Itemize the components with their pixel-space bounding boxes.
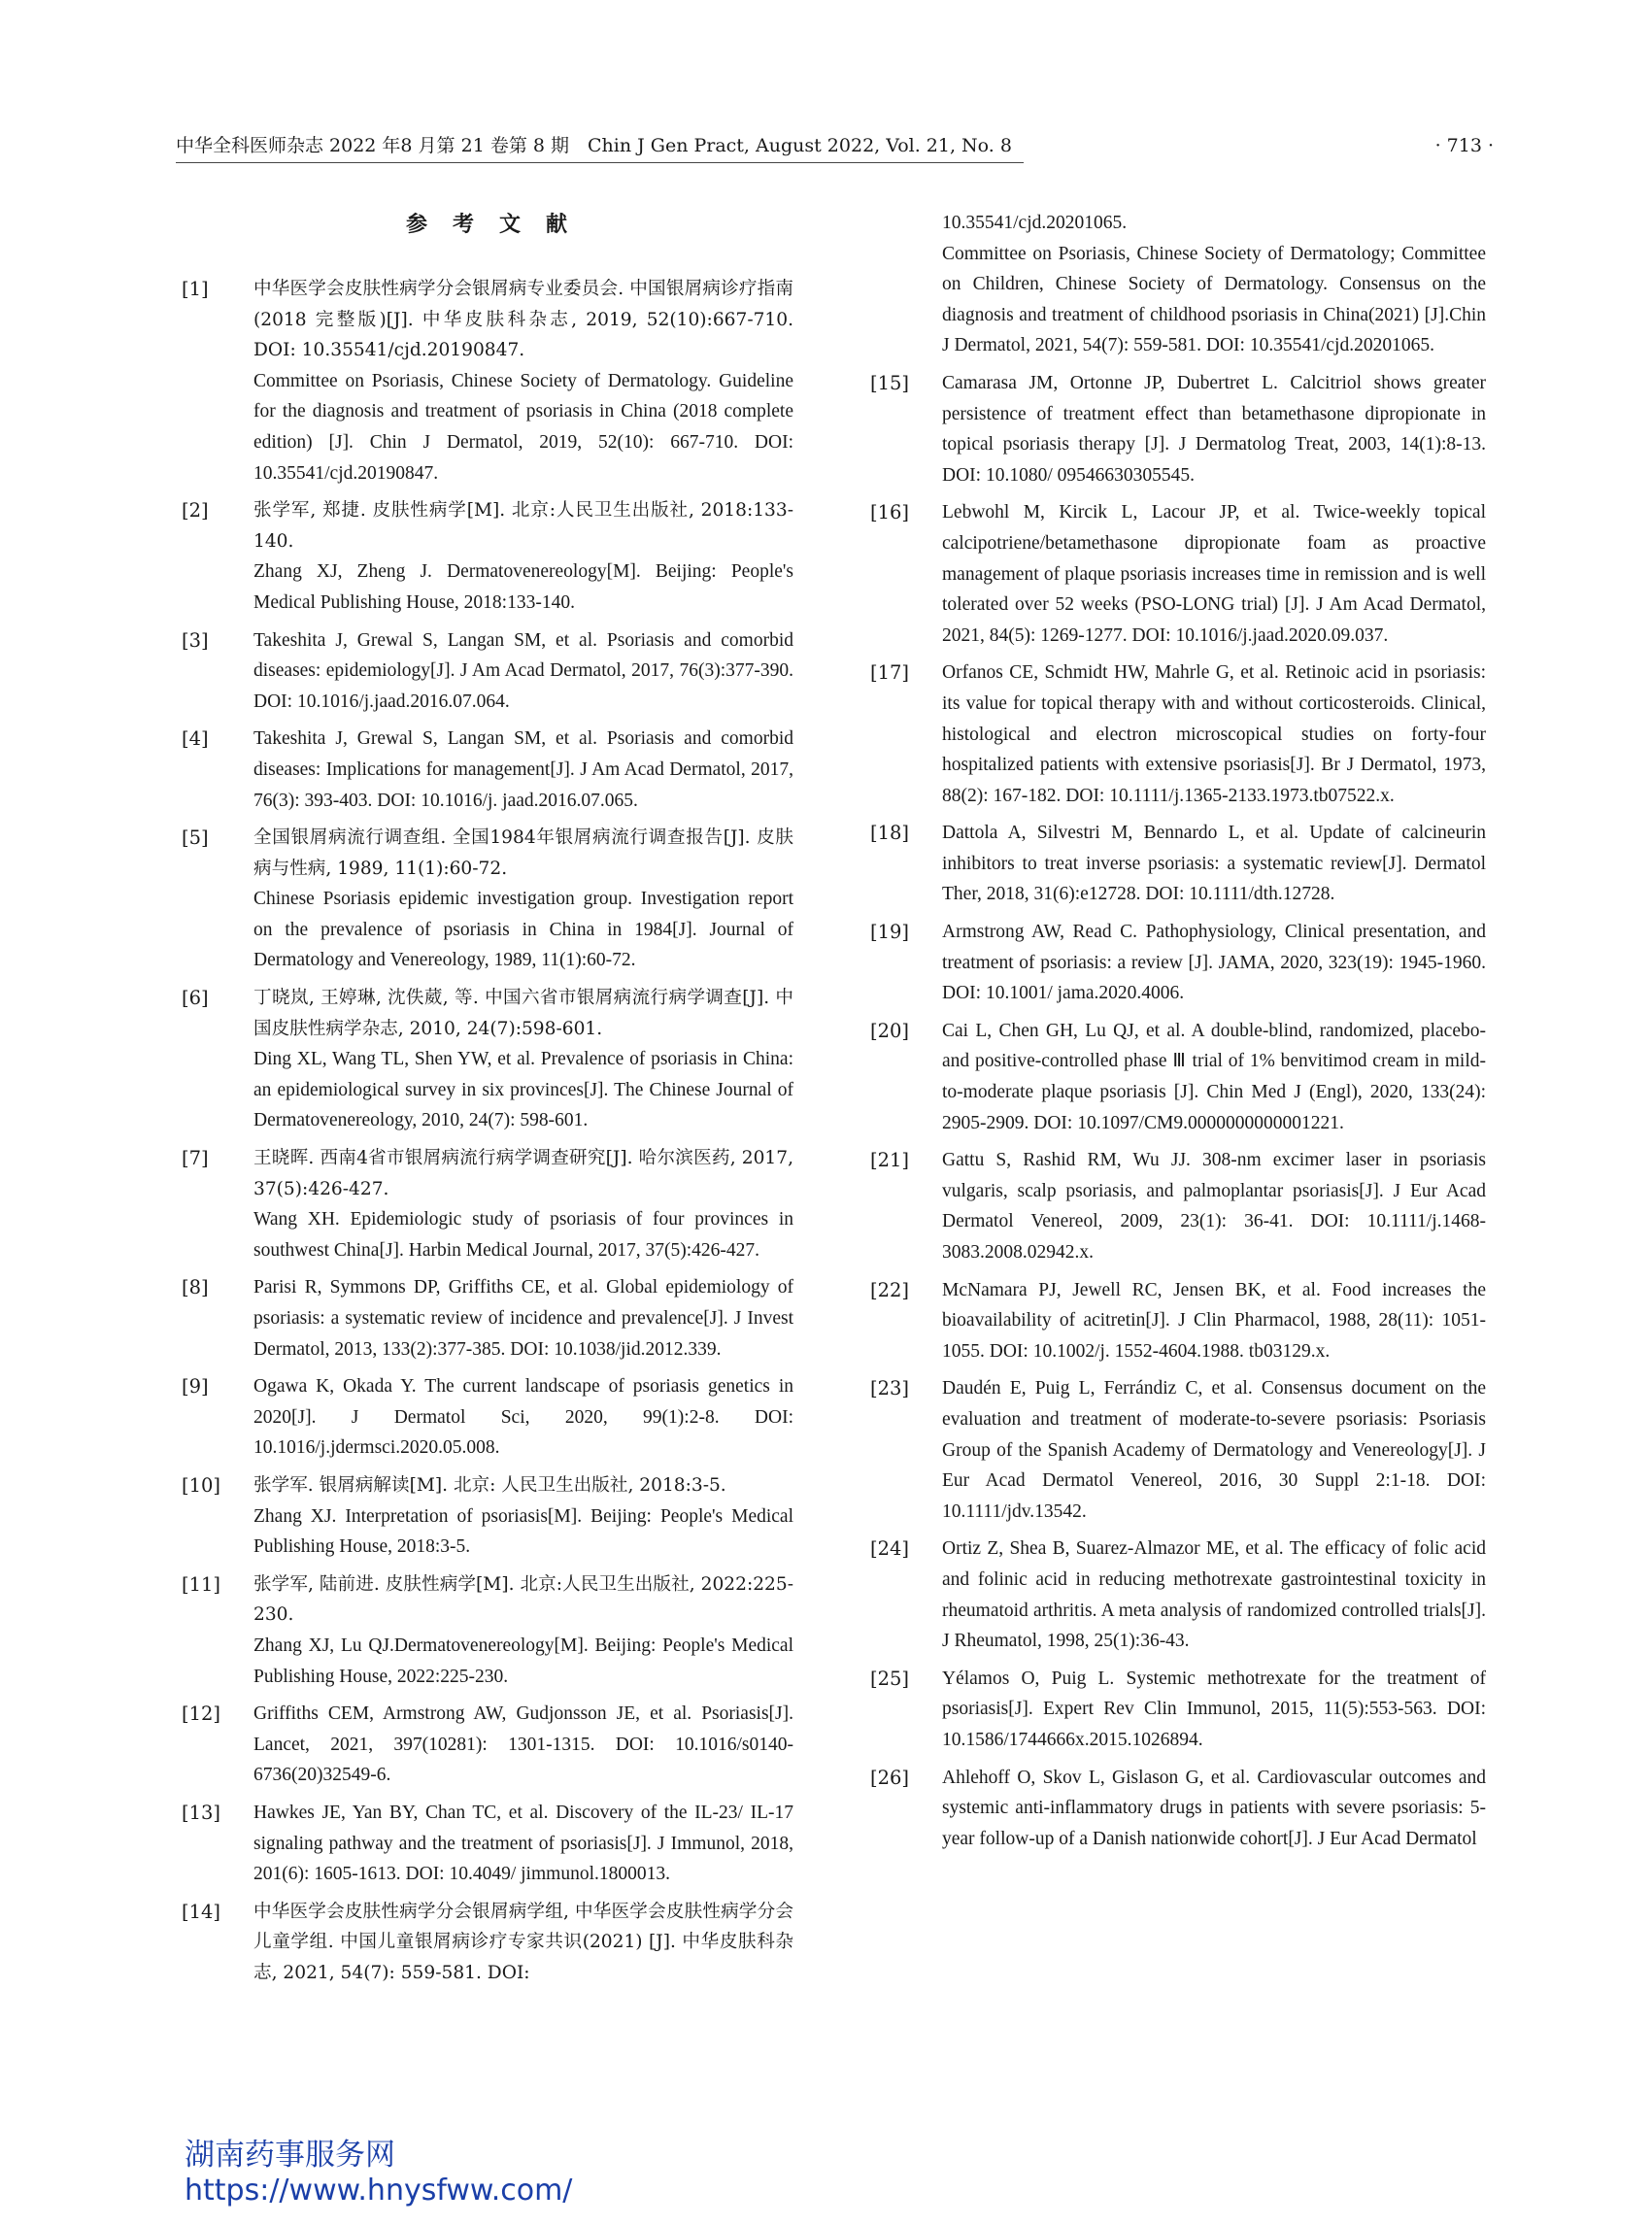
reference-number: [17] [870,661,910,685]
reference-text-chinese: 中华医学会皮肤性病学分会银屑病专业委员会. 中国银屑病诊疗指南(2018 完整版)[J]. 中华皮肤科杂志, 2019, 52(10):667-710. DOI: 10.35541/cjd.20190847. [253,279,793,361]
reference-text-english: Ding XL, Wang TL, Shen YW, et al. Prevalence of psoriasis in China: an epidemiological survey in six provinces[J]. The Chinese Journal of Dermatovenereology, 2010, 24(7): 598-601. [253,1049,793,1131]
continuation-line: Committee on Psoriasis, Chinese Society of Dermatology; Committee on Children, Chinese Society of Dermatology. Consensus on the diagnosis and treatment of childhood psoriasis in China(2021) [J].Chin J Dermatol, 2021, 54(7): 559-581. DOI: 10.35541/cjd.20201065. [942,243,1486,356]
reference-item [182,1470,793,1563]
reference-text-english: Zhang XJ. Interpretation of psoriasis[M]. Beijing: People's Medical Publishing House, 2018:3-5. [253,1505,793,1558]
reference-item [870,1763,1486,1855]
reference-number: [5] [182,826,209,850]
reference-text-english: Griffiths CEM, Armstrong AW, Gudjonsson JE, et al. Psoriasis[J]. Lancet, 2021, 397(10281): 1301-1315. DOI: 10.1016/s0140-6736(20)32549-6. [253,1703,793,1786]
reference-text-chinese: 全国银屑病流行调查组. 全国1984年银屑病流行调查报告[J]. 皮肤病与性病, 1989, 11(1):60-72. [253,827,793,879]
reference-text-english: Ortiz Z, Shea B, Suarez-Almazor ME, et al. The efficacy of folic acid and folinic acid in reducing methotrexate gastrointestinal toxicity in rheumatoid arthritis. A meta analysis of randomized controlled trials[J]. J Rheumatol, 1998, 25(1):36-43. [942,1538,1486,1652]
reference-text-chinese: 张学军, 陆前进. 皮肤性病学[M]. 北京:人民卫生出版社, 2022:225-230. [253,1573,793,1626]
reference-number: [25] [870,1667,910,1690]
reference-item [870,657,1486,811]
references-heading: 参考文献 [405,212,592,237]
reference-number: [24] [870,1537,910,1561]
journal-citation-line: 中华全科医师杂志 2022 年8 月第 21 卷第 8 期 Chin J Gen Pract, August 2022, Vol. 21, No. 8 [176,135,1012,156]
reference-14-continuation [870,208,1486,361]
reference-text-chinese: 中华医学会皮肤性病学分会银屑病学组, 中华医学会皮肤性病学分会儿童学组. 中国儿童银屑病诊疗专家共识(2021) [J]. 中华皮肤科杂志, 2021, 54(7): 559-581. DOI: [253,1901,793,1983]
reference-text-english: Ogawa K, Okada Y. The current landscape of psoriasis genetics in 2020[J]. J Dermatol Sci, 2020, 99(1):2-8. DOI: 10.1016/j.jdermsci.2020.05.008. [253,1376,793,1459]
reference-item [870,368,1486,490]
reference-text-english: Hawkes JE, Yan BY, Chan TC, et al. Discovery of the IL-23/ IL-17 signaling pathway and the treatment of psoriasis[J]. J Immunol, 2018, 201(6): 1605-1613. DOI: 10.4049/ jimmunol.1800013. [253,1802,793,1885]
reference-text-english: Committee on Psoriasis, Chinese Society of Dermatology. Guideline for the diagnosis and treatment of psoriasis in China (2018 complete edition) [J]. Chin J Dermatol, 2019, 52(10): 667-710. DOI: 10.35541/cjd.20190847. [253,370,793,484]
reference-text-english: Camarasa JM, Ortonne JP, Dubertret L. Calcitriol shows greater persistence of treatment effect than betamethasone dipropionate in topical psoriasis therapy [J]. J Dermatolog Treat, 2003, 14(1):8-13. DOI: 10.1080/ 09546630305545. [942,372,1486,486]
reference-text-english: Daudén E, Puig L, Ferrándiz C, et al. Consensus document on the evaluation and treatment of moderate-to-severe psoriasis: Psoriasis Group of the Spanish Academy of Dermatology and Venereology[J]. J Eur Acad Dermatol Venereol, 2016, 30 Suppl 2:1-18. DOI: 10.1111/jdv.13542. [942,1378,1486,1522]
site-watermark [185,2137,572,2208]
reference-item [182,724,793,816]
reference-number: [19] [870,921,910,944]
reference-text-english: Chinese Psoriasis epidemic investigation group. Investigation report on the prevalence of psoriasis in China in 1984[J]. Journal of Dermatology and Venereology, 1989, 11(1):60-72. [253,889,793,971]
reference-text-english: Zhang XJ, Lu QJ.Dermatovenereology[M]. Beijing: People's Medical Publishing House, 2022:225-230. [253,1635,793,1687]
reference-text-chinese: 王晓晖. 西南4省市银屑病流行病学调查研究[J]. 哈尔滨医药, 2017, 37(5):426-427. [253,1148,793,1199]
reference-item [182,625,793,718]
reference-number: [4] [182,727,209,751]
reference-item [182,1143,793,1265]
reference-number: [26] [870,1766,910,1789]
reference-number: [14] [182,1900,221,1923]
reference-number: [18] [870,822,910,845]
reference-number: [13] [182,1801,221,1824]
reference-item [870,1534,1486,1656]
reference-number: [22] [870,1278,910,1301]
reference-number: [15] [870,371,910,394]
reference-item [870,497,1486,651]
reference-number: [11] [182,1572,221,1596]
reference-text-english: Parisi R, Symmons DP, Griffiths CE, et al. Global epidemiology of psoriasis: a systematic review of incidence and prevalence[J]. J Invest Dermatol, 2013, 133(2):377-385. DOI: 10.1038/jid.2012.339. [253,1277,793,1360]
reference-item [182,1699,793,1791]
right-column [870,208,1486,1861]
reference-list-left [182,274,793,1988]
reference-number: [2] [182,499,209,523]
running-header [176,132,1494,161]
reference-number: [20] [870,1019,910,1042]
reference-text-english: Takeshita J, Grewal S, Langan SM, et al. Psoriasis and comorbid diseases: epidemiology[J]. J Am Acad Dermatol, 2017, 76(3):377-390. DOI: 10.1016/j.jaad.2016.07.064. [253,629,793,712]
reference-text-english: Dattola A, Silvestri M, Bennardo L, et al. Update of calcineurin inhibitors to treat inverse psoriasis: a systematic review[J]. Dermatol Ther, 2018, 31(6):e12728. DOI: 10.1111/dth.12728. [942,823,1486,905]
reference-number: [8] [182,1276,209,1299]
reference-text-chinese: 丁晓岚, 王婷琳, 沈佚葳, 等. 中国六省市银屑病流行病学调查[J]. 中国皮肤性病学杂志, 2010, 24(7):598-601. [253,988,793,1039]
watermark-site-name: 湖南药事服务网 [185,2138,395,2173]
reference-item [870,1275,1486,1367]
reference-item [870,1145,1486,1267]
reference-text-english: Armstrong AW, Read C. Pathophysiology, Clinical presentation, and treatment of psoriasis: a review [J]. JAMA, 2020, 323(19): 1945-1960. DOI: 10.1001/ jama.2020.4006. [942,922,1486,1004]
reference-number: [3] [182,628,209,652]
reference-text-english: Cai L, Chen GH, Lu QJ, et al. A double-blind, randomized, placebo-and positive-controlled phase Ⅲ trial of 1% benvitimod cream in mild-to-moderate plaque psoriasis [J]. Chin Med J (Engl), 2020, 133(24): 2905-2909. DOI: 10.1097/CM9.0000000000001221. [942,1020,1486,1133]
reference-number: [21] [870,1149,910,1172]
reference-item [182,1798,793,1890]
reference-text-english: Wang XH. Epidemiologic study of psoriasis of four provinces in southwest China[J]. Harbin Medical Journal, 2017, 37(5):426-427. [253,1209,793,1261]
watermark-url[interactable]: https://www.hnysfww.com/ [185,2174,573,2208]
reference-text-chinese: 张学军. 银屑病解读[M]. 北京: 人民卫生出版社, 2018:3-5. [253,1474,726,1496]
reference-item [182,1569,793,1692]
reference-text-english: McNamara PJ, Jewell RC, Jensen BK, et al. Food increases the bioavailability of acitretin[J]. J Clin Pharmacol, 1988, 28(11): 1051-1055. DOI: 10.1002/j. 1552-4604.1988. tb03129.x. [942,1279,1486,1362]
reference-item [870,1016,1486,1138]
reference-number: [9] [182,1375,209,1399]
reference-item [182,1371,793,1464]
left-column [182,200,793,1995]
reference-text-english: Zhang XJ, Zheng J. Dermatovenereology[M]. Beijing: People's Medical Publishing House, 2018:133-140. [253,561,793,613]
reference-item [182,823,793,976]
reference-text-english: Ahlehoff O, Skov L, Gislason G, et al. Cardiovascular outcomes and systemic anti-inflammatory drugs in patients with severe psoriasis: 5-year follow-up of a Danish nationwide cohort[J]. J Eur Acad Dermatol [942,1767,1486,1849]
continuation-line: 10.35541/cjd.20201065. [942,213,1128,233]
reference-text-english: Gattu S, Rashid RM, Wu JJ. 308-nm excimer laser in psoriasis vulgaris, scalp psoriasis, and palmoplantar psoriasis[J]. J Eur Acad Dermatol Venereol, 2009, 23(1): 36-41. DOI: 10.1111/j.1468-3083.2008.02942.x. [942,1150,1486,1263]
reference-list-right [870,368,1486,1854]
reference-text-english: Takeshita J, Grewal S, Langan SM, et al. Psoriasis and comorbid diseases: Implications for management[J]. J Am Acad Dermatol, 2017, 76(3): 393-403. DOI: 10.1016/j. jaad.2016.07.065. [253,728,793,811]
reference-item [870,917,1486,1009]
reference-text-english: Yélamos O, Puig L. Systemic methotrexate for the treatment of psoriasis[J]. Expert Rev Clin Immunol, 2015, 11(5):553-563. DOI: 10.1586/1744666x.2015.1026894. [942,1668,1486,1750]
reference-item [182,274,793,489]
reference-text-english: Orfanos CE, Schmidt HW, Mahrle G, et al. Retinoic acid in psoriasis: its value for topical therapy with and without corticosteroids. Clinical, histological and electron microscopical studies on forty-four hospitalized patients with extensive psoriasis[J]. Br J Dermatol, 1973, 88(2): 167-182. DOI: 10.1111/j.1365-2133.1973.tb07522.x. [942,662,1486,806]
reference-number: [6] [182,987,209,1010]
header-rule [176,162,1024,163]
reference-item [870,1664,1486,1756]
page-number: · 713 · [1434,135,1494,156]
reference-item [182,1272,793,1365]
reference-item [870,818,1486,910]
reference-text-english: Lebwohl M, Kircik L, Lacour JP, et al. Twice-weekly topical calcipotriene/betamethasone dipropionate foam as proactive management of plaque psoriasis increases time in remission and is well tolerated over 52 weeks (PSO-LONG trial) [J]. J Am Acad Dermatol, 2021, 84(5): 1269-1277. DOI: 10.1016/j.jaad.2020.09.037. [942,502,1486,646]
reference-number: [10] [182,1473,221,1497]
reference-item [182,495,793,618]
reference-number: [1] [182,278,209,300]
reference-number: [7] [182,1147,209,1170]
reference-text-chinese: 张学军, 郑捷. 皮肤性病学[M]. 北京:人民卫生出版社, 2018:133-140. [253,500,793,552]
reference-item [182,1897,793,1989]
reference-item [870,1373,1486,1527]
reference-number: [16] [870,501,910,524]
reference-number: [23] [870,1377,910,1400]
reference-item [182,983,793,1136]
reference-number: [12] [182,1702,221,1726]
